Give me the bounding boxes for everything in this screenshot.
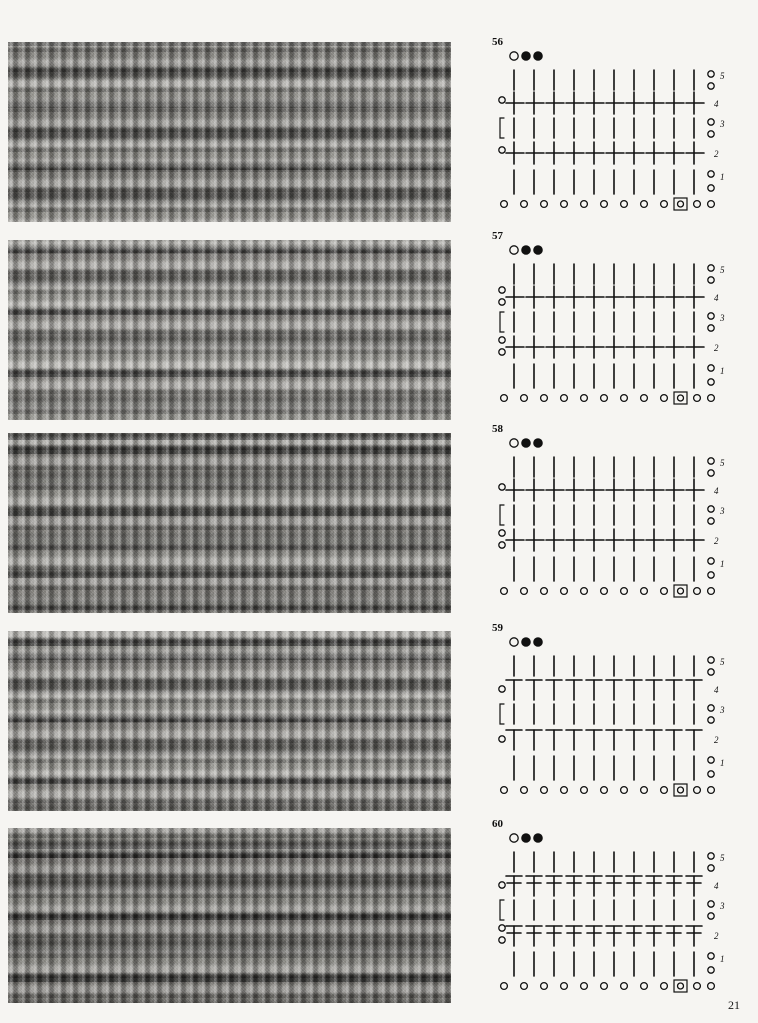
chart-row-4 (499, 680, 719, 700)
chart-row-3 (500, 505, 725, 525)
svg-text:2: 2 (714, 149, 719, 159)
chart-row-1 (514, 170, 725, 194)
chart-foundation-chain (501, 585, 715, 597)
legend-icons (510, 52, 542, 60)
svg-text:2: 2 (714, 931, 719, 941)
chart-number: 56 (492, 36, 503, 48)
chart-row-2 (499, 925, 719, 946)
chart-diagram (492, 240, 742, 430)
svg-text:3: 3 (720, 705, 725, 715)
svg-text:4: 4 (714, 685, 719, 695)
chart-row-5 (514, 457, 725, 477)
crochet-swatch-59 (8, 631, 451, 811)
chart-row-1 (514, 756, 725, 780)
chart-row-5 (514, 264, 725, 284)
chart-row-3 (500, 704, 725, 724)
chart-row-4 (499, 876, 719, 896)
svg-text:3: 3 (720, 901, 725, 911)
svg-text:4: 4 (714, 881, 719, 891)
chart-row-4 (499, 286, 719, 308)
chart-foundation-chain (501, 198, 715, 210)
chart-foundation-chain (501, 784, 715, 796)
svg-text:1: 1 (720, 366, 725, 376)
swatch-texture (8, 828, 451, 1003)
chart-foundation-chain (501, 980, 715, 992)
crochet-swatch-60 (8, 828, 451, 1003)
chart-diagram (492, 632, 742, 822)
chart-row-1 (514, 364, 725, 388)
svg-text:1: 1 (720, 954, 725, 964)
svg-text:2: 2 (714, 343, 719, 353)
chart-diagram (492, 828, 742, 1018)
swatch-texture (8, 433, 451, 613)
svg-text:3: 3 (720, 119, 725, 129)
crochet-swatch-56 (8, 42, 451, 222)
chart-row-5 (514, 852, 725, 872)
chart-row-4 (499, 92, 719, 114)
page-number: 21 (728, 998, 740, 1012)
chart-row-1 (514, 557, 725, 581)
legend-icons (510, 834, 542, 842)
crochet-swatch-57 (8, 240, 451, 420)
svg-text:2: 2 (714, 735, 719, 745)
chart-number: 58 (492, 423, 503, 435)
chart-number: 59 (492, 622, 503, 634)
svg-text:5: 5 (720, 853, 725, 863)
chart-number: 60 (492, 818, 503, 830)
swatch-texture (8, 631, 451, 811)
svg-text:5: 5 (720, 657, 725, 667)
chart-row-3 (500, 900, 725, 920)
svg-text:1: 1 (720, 172, 725, 182)
chart-row-2 (499, 336, 719, 358)
svg-text:5: 5 (720, 265, 725, 275)
chart-row-5 (514, 656, 725, 676)
svg-text:1: 1 (720, 559, 725, 569)
chart-row-4 (499, 479, 719, 501)
legend-icons (510, 439, 542, 447)
svg-text:5: 5 (720, 458, 725, 468)
svg-text:5: 5 (720, 71, 725, 81)
chart-row-5 (514, 70, 725, 90)
chart-number: 57 (492, 230, 503, 242)
chart-row-3 (500, 312, 725, 332)
chart-diagram (492, 433, 742, 623)
svg-text:3: 3 (720, 506, 725, 516)
chart-foundation-chain (501, 392, 715, 404)
svg-text:1: 1 (720, 758, 725, 768)
svg-text:4: 4 (714, 99, 719, 109)
chart-row-1 (514, 952, 725, 976)
swatch-texture (8, 240, 451, 420)
legend-icons (510, 246, 542, 254)
chart-row-2 (499, 730, 719, 750)
chart-row-3 (500, 118, 725, 138)
crochet-swatch-58 (8, 433, 451, 613)
chart-row-2 (499, 142, 719, 164)
legend-icons (510, 638, 542, 646)
svg-text:4: 4 (714, 486, 719, 496)
chart-row-2 (499, 529, 719, 551)
chart-diagram (492, 46, 742, 236)
svg-text:4: 4 (714, 293, 719, 303)
svg-text:2: 2 (714, 536, 719, 546)
swatch-texture (8, 42, 451, 222)
svg-text:3: 3 (720, 313, 725, 323)
